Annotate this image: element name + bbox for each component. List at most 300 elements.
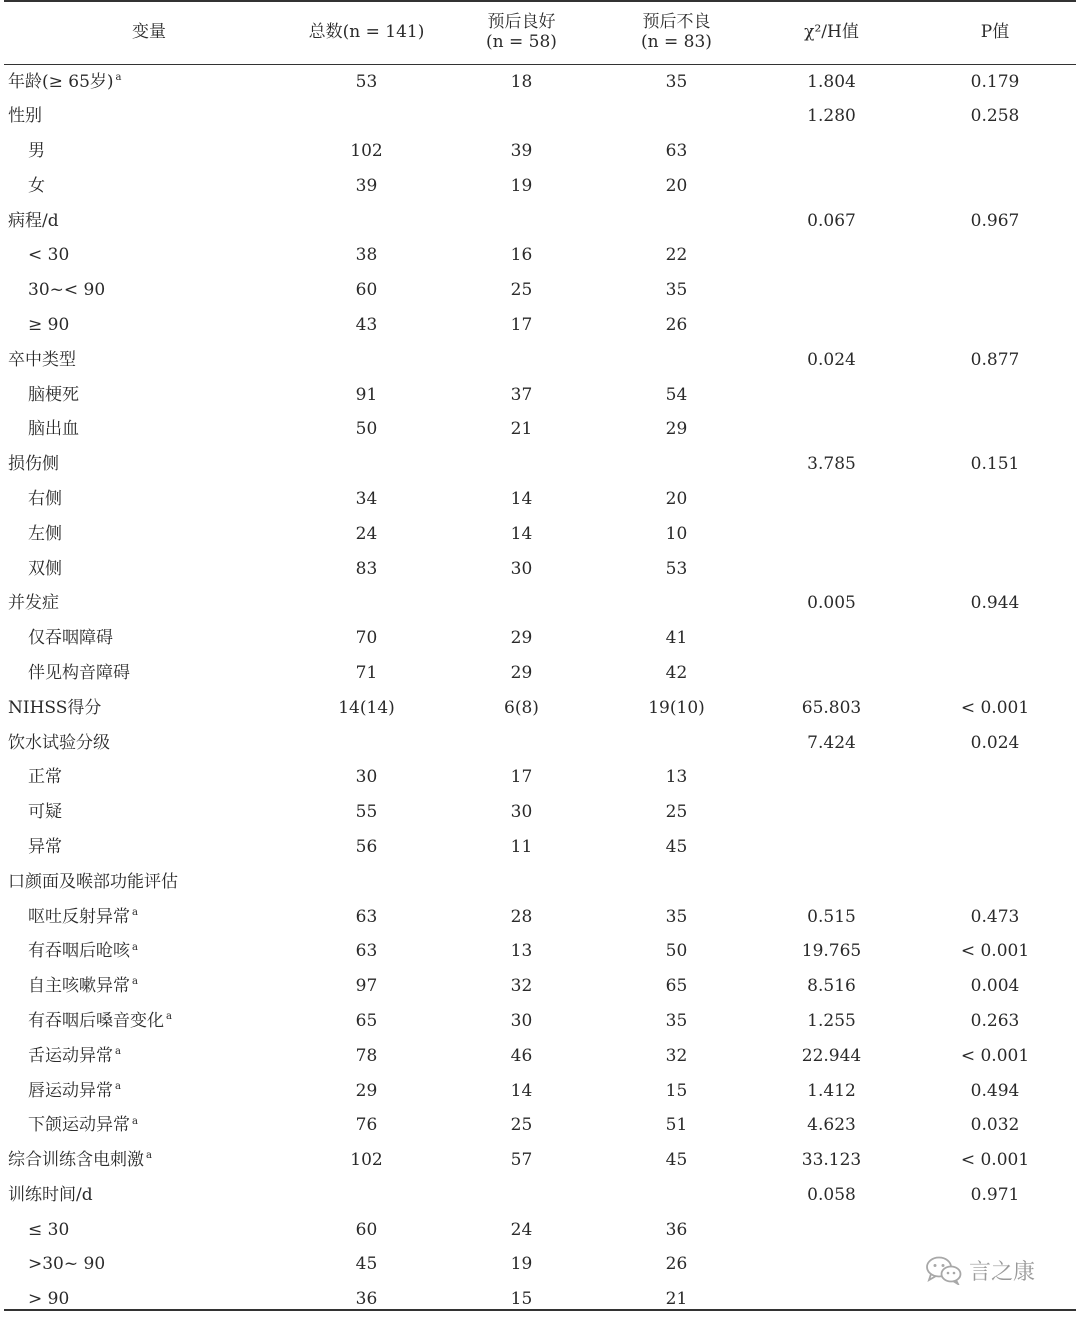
header-poor-line2: (n = 83) [641,31,712,52]
table-row [4,1247,1076,1282]
cell-p [914,656,1076,691]
cell-poor: 65 [665,976,688,997]
cell-good: 25 [510,280,533,301]
cell-p [914,273,1076,308]
cell-poor: 35 [665,280,688,301]
cell-stat: 19.765 [801,941,862,962]
row-label-text: 30~< 90 [28,280,106,301]
cell-p [914,551,1076,586]
cell-poor: 26 [665,314,688,335]
cell-total: 14(14) [338,697,395,718]
cell-poor: 25 [665,802,688,823]
table-row [4,1004,1076,1039]
cell-poor [604,99,749,134]
table-row [4,1108,1076,1143]
cell-p: < 0.001 [960,697,1030,718]
row-label [4,203,294,238]
footnote-marker: a [115,1046,121,1058]
row-label [4,586,294,621]
row-label [4,238,294,273]
cell-p [914,238,1076,273]
row-label-text: 右侧 [28,488,62,509]
cell-p [914,1212,1076,1247]
row-label-text: 性别 [8,106,42,127]
table-row [4,99,1076,134]
footnote-marker: a [115,1080,121,1092]
footnote-marker: a [166,1011,172,1023]
cell-good: 19 [510,1254,533,1275]
cell-poor [604,342,749,377]
cell-p [914,168,1076,203]
cell-poor [604,447,749,482]
table-row [4,656,1076,691]
cell-poor: 29 [665,419,688,440]
table-row [4,795,1076,830]
row-label [4,342,294,377]
cell-total: 45 [355,1254,378,1275]
header-total: 总数(n = 141) [308,21,425,42]
cell-p [914,621,1076,656]
cell-good: 16 [510,245,533,266]
cell-total: 102 [350,140,383,161]
row-label [4,447,294,482]
table-row [4,621,1076,656]
cell-good: 24 [510,1219,533,1240]
data-table [4,0,1076,1317]
table-row [4,760,1076,795]
row-label [4,1108,294,1143]
row-label [4,1073,294,1108]
cell-stat [749,621,914,656]
cell-good: 21 [510,419,533,440]
cell-good: 13 [510,941,533,962]
cell-total: 29 [355,1080,378,1101]
cell-stat: 33.123 [801,1150,862,1171]
cell-stat [749,1282,914,1317]
row-label-text: 病程/d [8,210,59,231]
cell-poor: 45 [665,1150,688,1171]
cell-total [294,203,439,238]
cell-good: 39 [510,140,533,161]
table-row [4,342,1076,377]
cell-p: 0.494 [970,1080,1020,1101]
row-label [4,1212,294,1247]
watermark-text: 言之康 [969,1259,1036,1285]
row-label-text: 女 [28,175,45,196]
row-label-text: ≥ 90 [28,314,70,335]
cell-good [439,203,604,238]
cell-good: 28 [510,906,533,927]
cell-good [439,1178,604,1213]
row-label-text: 双侧 [28,558,62,579]
cell-poor: 13 [665,767,688,788]
cell-good: 14 [510,1080,533,1101]
cell-p: < 0.001 [960,941,1030,962]
footnote-marker: a [132,976,138,988]
wechat-icon [925,1255,963,1285]
row-label-text: >30~ 90 [28,1254,106,1275]
table-row [4,551,1076,586]
row-label-text: 脑出血 [28,419,79,440]
cell-good: 19 [510,175,533,196]
header-stat: χ²/H值 [804,21,859,42]
table-row [4,134,1076,169]
row-label [4,168,294,203]
cell-p: 0.263 [970,1010,1020,1031]
cell-total: 78 [355,1045,378,1066]
row-label [4,482,294,517]
cell-good [439,447,604,482]
cell-total: 70 [355,628,378,649]
table-row [4,412,1076,447]
cell-stat: 0.067 [807,210,856,231]
cell-good [439,586,604,621]
cell-total [294,99,439,134]
cell-total: 83 [355,558,378,579]
cell-stat [749,273,914,308]
table-row [4,586,1076,621]
row-label-text: 饮水试验分级 [8,732,110,753]
row-label [4,1143,294,1178]
cell-stat [749,134,914,169]
row-label-text: 卒中类型 [8,349,76,370]
cell-poor: 22 [665,245,688,266]
footnote-marker: a [132,1115,138,1127]
cell-poor: 20 [665,488,688,509]
row-label-text: 自主咳嗽异常 [28,976,130,997]
cell-good: 37 [510,384,533,405]
cell-stat [749,1247,914,1282]
cell-total: 34 [355,488,378,509]
table-row [4,899,1076,934]
cell-good: 57 [510,1150,533,1171]
table-row [4,377,1076,412]
footnote-marker: a [132,941,138,953]
cell-stat: 1.255 [807,1010,856,1031]
cell-good: 46 [510,1045,533,1066]
cell-p: 0.877 [970,349,1020,370]
cell-poor: 21 [665,1289,688,1310]
cell-good: 14 [510,488,533,509]
cell-stat: 3.785 [807,454,856,475]
row-label [4,273,294,308]
table-row [4,1282,1076,1317]
table-row [4,1143,1076,1178]
row-label [4,412,294,447]
cell-total: 36 [355,1289,378,1310]
cell-stat: 0.024 [807,349,856,370]
header-good [439,0,604,64]
header-variable: 变量 [132,21,166,42]
cell-stat: 8.516 [807,976,856,997]
table-row [4,447,1076,482]
cell-stat: 0.058 [807,1184,856,1205]
cell-poor: 41 [665,628,688,649]
row-label-text: 损伤侧 [8,454,59,475]
row-label-text: ≤ 30 [28,1219,70,1240]
cell-stat: 1.280 [807,106,856,127]
cell-stat: 0.515 [807,906,856,927]
cell-total: 24 [355,523,378,544]
cell-stat [749,864,914,899]
cell-total: 43 [355,314,378,335]
row-label [4,830,294,865]
cell-p [914,482,1076,517]
row-label [4,1038,294,1073]
cell-poor: 26 [665,1254,688,1275]
cell-stat [749,377,914,412]
cell-poor: 54 [665,384,688,405]
watermark [925,1252,1035,1288]
cell-poor: 35 [665,1010,688,1031]
cell-p [914,308,1076,343]
table-row [4,482,1076,517]
cell-poor: 45 [665,836,688,857]
cell-poor: 35 [665,71,688,92]
row-label [4,64,294,99]
table-row [4,1212,1076,1247]
row-label [4,99,294,134]
cell-poor: 36 [665,1219,688,1240]
cell-total [294,447,439,482]
row-label-text: 综合训练含电刺激 [8,1150,144,1171]
cell-good: 32 [510,976,533,997]
cell-good [439,864,604,899]
row-label [4,308,294,343]
cell-p: 0.971 [970,1184,1020,1205]
cell-stat: 4.623 [807,1115,856,1136]
cell-poor: 20 [665,175,688,196]
footnote-marker: a [146,1150,152,1162]
table-row [4,168,1076,203]
row-label [4,377,294,412]
table-row [4,725,1076,760]
cell-total: 60 [355,280,378,301]
footnote-marker: a [115,71,122,83]
cell-stat [749,830,914,865]
row-label [4,899,294,934]
cell-total: 63 [355,906,378,927]
table-row [4,238,1076,273]
row-label [4,934,294,969]
cell-poor: 10 [665,523,688,544]
cell-good [439,725,604,760]
cell-stat [749,482,914,517]
row-label-text: NIHSS得分 [8,697,102,718]
row-label-text: < 30 [28,245,70,266]
row-label [4,690,294,725]
table-body [4,64,1076,1317]
row-label-text: 有吞咽后嗓音变化 [28,1010,164,1031]
row-label [4,1247,294,1282]
row-label [4,795,294,830]
table-row [4,864,1076,899]
row-label-text: > 90 [28,1289,70,1310]
cell-total [294,864,439,899]
cell-stat: 0.005 [807,593,856,614]
table-row [4,934,1076,969]
cell-poor: 50 [665,941,688,962]
cell-p: 0.024 [970,732,1020,753]
row-label [4,969,294,1004]
table-row [4,516,1076,551]
cell-p: < 0.001 [960,1150,1030,1171]
cell-total [294,725,439,760]
cell-good: 14 [510,523,533,544]
cell-stat [749,238,914,273]
cell-p [914,134,1076,169]
cell-poor: 35 [665,906,688,927]
row-label [4,760,294,795]
cell-total: 97 [355,976,378,997]
cell-p: 0.032 [970,1115,1020,1136]
row-label-text: 有吞咽后呛咳 [28,941,130,962]
row-label-text: 并发症 [8,593,59,614]
cell-p [914,795,1076,830]
cell-p [914,516,1076,551]
cell-good: 11 [510,836,533,857]
row-label [4,1178,294,1213]
table-container [4,0,1076,1317]
row-label [4,864,294,899]
row-label [4,134,294,169]
cell-good: 30 [510,1010,533,1031]
cell-stat [749,656,914,691]
cell-total: 60 [355,1219,378,1240]
cell-p: 0.473 [970,906,1020,927]
row-label [4,621,294,656]
cell-good: 30 [510,802,533,823]
cell-total: 50 [355,419,378,440]
cell-poor: 63 [665,140,688,161]
table-row [4,273,1076,308]
table-row [4,830,1076,865]
row-label-text: 男 [28,140,45,161]
table-row [4,64,1076,99]
row-label-text: 训练时间/d [8,1184,93,1205]
row-label-text: 伴见构音障碍 [28,662,130,683]
header-p: P值 [980,21,1010,42]
cell-good: 17 [510,767,533,788]
table-bottom-rule [4,1309,1076,1311]
cell-p: 0.944 [970,593,1020,614]
cell-stat: 65.803 [801,697,862,718]
cell-poor [604,864,749,899]
cell-poor: 53 [665,558,688,579]
row-label [4,725,294,760]
cell-stat [749,795,914,830]
cell-stat [749,551,914,586]
cell-poor [604,203,749,238]
cell-stat: 7.424 [807,732,856,753]
header-row [4,0,1076,64]
cell-total: 39 [355,175,378,196]
row-label-text: 异常 [28,836,62,857]
cell-poor [604,586,749,621]
cell-total: 30 [355,767,378,788]
table-row [4,1038,1076,1073]
cell-p [914,377,1076,412]
cell-p: 0.967 [970,210,1020,231]
row-label-text: 舌运动异常 [28,1045,113,1066]
row-label [4,1004,294,1039]
cell-stat: 1.412 [807,1080,856,1101]
cell-total: 56 [355,836,378,857]
cell-stat: 22.944 [801,1045,862,1066]
cell-total: 38 [355,245,378,266]
cell-p [914,412,1076,447]
table-row [4,1178,1076,1213]
row-label-text: 呕吐反射异常 [28,906,130,927]
cell-good: 25 [510,1115,533,1136]
header-good-line2: (n = 58) [486,31,557,52]
row-label-text: 脑梗死 [28,384,79,405]
cell-poor [604,1178,749,1213]
cell-total [294,342,439,377]
row-label-text: 口颜面及喉部功能评估 [8,871,178,892]
cell-stat [749,308,914,343]
cell-good: 15 [510,1289,533,1310]
cell-poor: 32 [665,1045,688,1066]
cell-poor: 15 [665,1080,688,1101]
cell-p [914,760,1076,795]
cell-good: 17 [510,314,533,335]
cell-good: 30 [510,558,533,579]
row-label [4,656,294,691]
cell-poor: 51 [665,1115,688,1136]
cell-total: 91 [355,384,378,405]
cell-p: 0.258 [970,106,1020,127]
cell-p: 0.151 [970,454,1020,475]
row-label-text: 可疑 [28,802,62,823]
cell-total: 65 [355,1010,378,1031]
header-poor [604,0,749,64]
cell-good: 29 [510,628,533,649]
header-poor-line1: 预后不良 [642,11,711,32]
cell-total: 63 [355,941,378,962]
row-label-text: 年龄(≥ 65岁) [8,71,114,92]
cell-total: 76 [355,1115,378,1136]
cell-total: 71 [355,662,378,683]
cell-stat [749,516,914,551]
cell-stat [749,1212,914,1247]
row-label-text: 左侧 [28,523,62,544]
cell-p [914,864,1076,899]
row-label-text: 下颌运动异常 [28,1115,130,1136]
row-label-text: 仅吞咽障碍 [28,628,113,649]
cell-stat: 1.804 [807,71,856,92]
row-label [4,516,294,551]
table-row [4,203,1076,238]
cell-good: 29 [510,662,533,683]
cell-poor [604,725,749,760]
table-header [4,0,1076,64]
cell-stat [749,168,914,203]
row-label-text: 唇运动异常 [28,1080,113,1101]
cell-p [914,830,1076,865]
cell-stat [749,760,914,795]
cell-good [439,342,604,377]
table-row [4,1073,1076,1108]
cell-total [294,1178,439,1213]
cell-poor: 19(10) [648,697,705,718]
cell-p: < 0.001 [960,1045,1030,1066]
cell-p: 0.179 [970,71,1020,92]
cell-total [294,586,439,621]
table-row [4,308,1076,343]
cell-good: 18 [510,71,533,92]
row-label [4,1282,294,1317]
